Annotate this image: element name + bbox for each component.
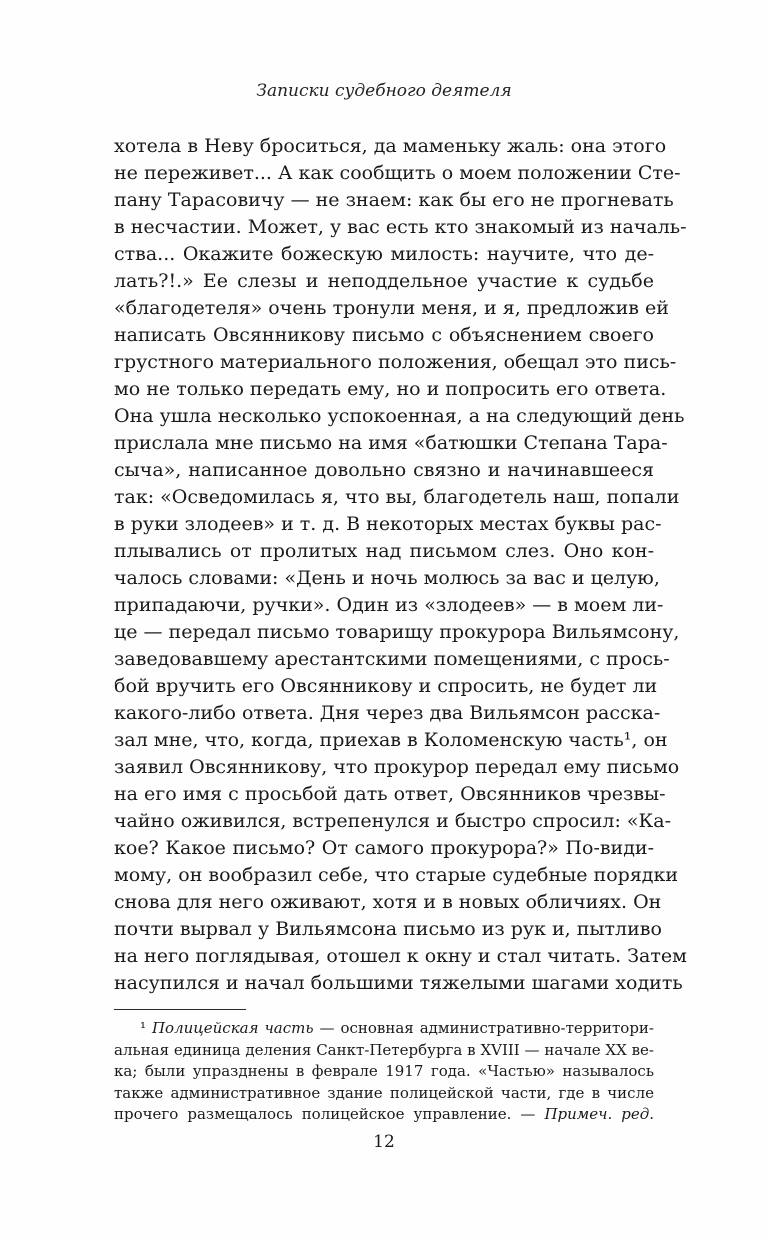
text-line: насупился и начал большими тяжелыми шагами ходить: [114, 972, 683, 994]
text-line: написать Овсянникову письмо с объяснением своего: [114, 324, 654, 346]
text-line: чалось словами: «День и ночь молюсь за вас и целую,: [114, 567, 660, 589]
text-line: почти вырвал у Вильямсона письмо из рук и, пытливо: [114, 918, 662, 940]
text-line: чайно оживился, встрепенулся и быстро спросил: «Ка-: [114, 810, 672, 832]
running-title: Записки судебного деятеля: [256, 81, 512, 101]
text-segment: альная единица деления Санкт-Петербурга в XVIII — начале XX ве-: [114, 1040, 654, 1059]
text-line: не переживет... А как сообщить о моем положении Сте-: [114, 162, 681, 184]
text-line: [114, 1104, 654, 1126]
text-line: на него поглядывая, отошел к окну и стал читать. Затем: [114, 945, 687, 967]
text-line: заведовавшему арестантскими помещениями, с прось-: [114, 648, 670, 670]
body-text: [114, 133, 687, 997]
text-line: так: «Осведомилась я, что вы, благодетель наш, попали: [114, 486, 680, 508]
text-line: какого-либо ответа. Дня через два Вильямсон расска-: [114, 702, 661, 724]
text-line: на его имя с просьбой дать ответ, Овсянников чрезвы-: [114, 783, 666, 805]
text-line: прислала мне письмо на имя «батюшки Степана Тара-: [114, 432, 668, 454]
text-line: [114, 1018, 654, 1040]
text-line: в руки злодеев» и т. д. В некоторых местах буквы рас-: [114, 513, 662, 535]
text-line: хотела в Неву броситься, да маменьку жаль: она этого: [114, 135, 667, 157]
text-line: ства... Окажите божескую милость: научите, что де-: [114, 243, 654, 265]
text-line: [114, 1061, 654, 1083]
text-segment: ¹: [140, 1019, 152, 1037]
text-line: мо не только передать ему, но и попросить его ответа.: [114, 378, 667, 400]
footnote-separator: [114, 1009, 246, 1010]
text-line: плывались от пролитых над письмом слез. Оно кон-: [114, 540, 654, 562]
italic-text: Полицейская часть: [151, 1019, 314, 1037]
text-line: [114, 1040, 654, 1062]
text-segment: — основная административно-территори-: [313, 1019, 654, 1037]
text-line: [114, 1083, 654, 1105]
text-line: мому, он вообразил себе, что старые судебные порядки: [114, 864, 679, 886]
text-segment: ка; были упразднены в феврале 1917 года. «Частью» называлось: [114, 1062, 654, 1080]
text-segment: прочего размещалось полицейское управление. —: [114, 1105, 545, 1123]
text-line: «благодетеля» очень тронули меня, и я, предложив ей: [114, 297, 669, 319]
italic-text: Примеч. ред.: [544, 1105, 655, 1123]
text-line: Она ушла несколько успокоенная, а на следующий день: [114, 405, 685, 427]
footnote: [114, 1018, 654, 1126]
text-line: в несчастии. Может, у вас есть кто знакомый из началь-: [114, 216, 687, 238]
text-line: лать?!.» Ее слезы и неподдельное участие к судьбе: [114, 270, 654, 292]
text-line: зал мне, что, когда, приехав в Коломенскую часть¹, он: [114, 729, 668, 751]
text-segment: также административное здание полицейской части, где в числе: [114, 1083, 654, 1102]
text-line: це — передал письмо товарищу прокурора Вильямсону,: [114, 621, 680, 643]
text-line: сыча», написанное довольно связно и начинавшееся: [114, 459, 654, 481]
page-number: 12: [373, 1132, 395, 1152]
text-line: пану Тарасовичу — не знаем: как бы его не прогневать: [114, 189, 674, 211]
text-line: припадаючи, ручки». Один из «злодеев» — в моем ли-: [114, 594, 664, 616]
text-line: заявил Овсянникову, что прокурор передал ему письмо: [114, 756, 680, 778]
text-line: грустного материального положения, обещал это пись-: [114, 351, 677, 373]
text-line: бой вручить его Овсянникову и спросить, не будет ли: [114, 675, 658, 697]
text-line: снова для него оживают, хотя и в новых обличиях. Он: [114, 891, 662, 913]
text-line: кое? Какое письмо? От самого прокурора?» По-види-: [114, 837, 654, 859]
